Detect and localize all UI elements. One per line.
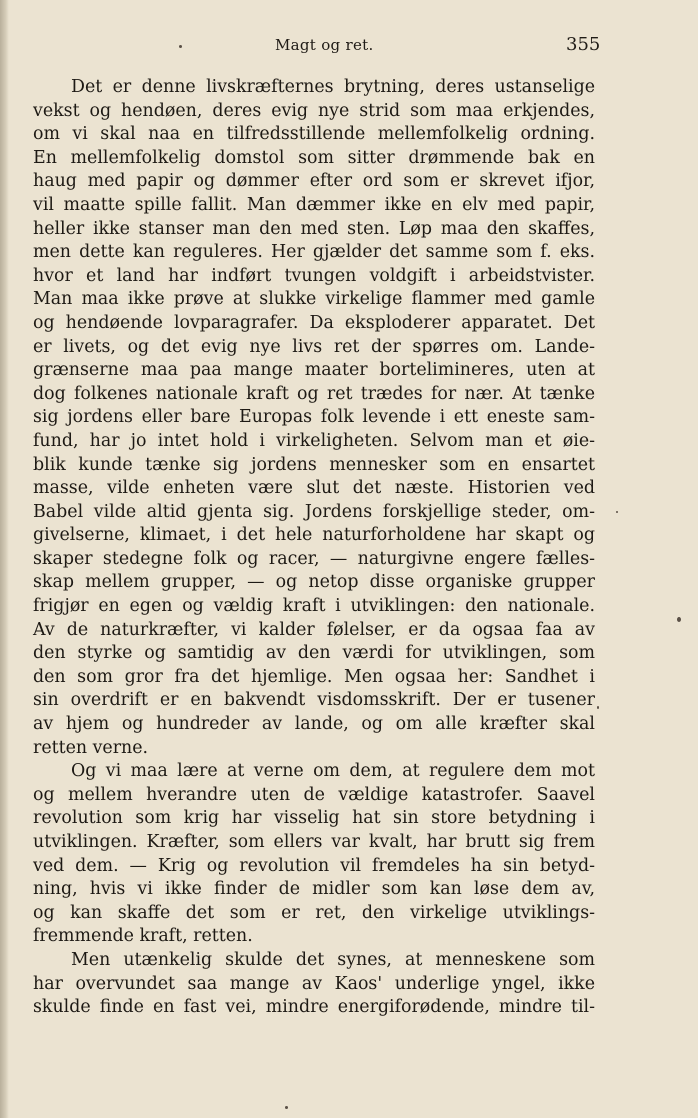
text-line: men dette kan reguleres. Her gjælder det samme som f. eks. <box>33 242 595 263</box>
text-line: vil maatte spille fallit. Man dæmmer ikke en elv med papir, <box>33 194 595 215</box>
page-header <box>0 36 698 60</box>
text-line: er livets, og det evig nye livs ret der spørres om. Lande- <box>33 336 595 357</box>
text-line: skulde finde en fast vei, mindre energiforødende, mindre til- <box>33 997 595 1018</box>
text-line: retten verne. <box>33 737 149 758</box>
text-line: vekst og hendøen, deres evig nye strid som maa erkjendes, <box>33 100 595 121</box>
text-line: av hjem og hundreder av lande, og om alle kræfter skal <box>33 714 595 735</box>
paper-speck <box>179 45 182 48</box>
text-line: fremmende kraft, retten. <box>33 926 253 947</box>
text-line: har overvundet saa mange av Kaos' underlige yngel, ikke <box>33 973 595 994</box>
paper-speck <box>677 617 681 622</box>
paper-speck <box>597 706 599 709</box>
text-line: dog folkenes nationale kraft og ret trædes for nær. At tænke <box>33 383 595 404</box>
text-line: sin overdrift er en bakvendt visdomsskrift. Der er tusener <box>33 690 595 711</box>
page-spine-shadow <box>0 0 9 1118</box>
text-line: sig jordens eller bare Europas folk levende i ett eneste sam- <box>33 407 595 428</box>
text-line: grænserne maa paa mange maater bortelimineres, uten at <box>33 360 595 381</box>
text-line: utviklingen. Kræfter, som ellers var kvalt, har brutt sig frem <box>33 832 595 852</box>
text-line: om vi skal naa en tilfredsstillende mellemfolkelig ordning. <box>33 124 595 145</box>
text-line: skaper stedegne folk og racer, — naturgivne engere fælles- <box>33 548 595 569</box>
text-line: den styrke og samtidig av den værdi for utviklingen, som <box>33 643 595 664</box>
text-line: Og vi maa lære at verne om dem, at regulere dem mot <box>71 761 595 782</box>
running-title: Magt og ret. <box>275 36 374 54</box>
text-line: Men utænkelig skulde det synes, at menneskene som <box>71 949 595 970</box>
text-line: heller ikke stanser man den med sten. Løp maa den skaffes, <box>33 218 595 239</box>
text-line: fund, har jo intet hold i virkeligheten. Selvom man et øie- <box>33 430 595 451</box>
text-line: ning, hvis vi ikke finder de midler som kan løse dem av, <box>33 879 595 900</box>
page-number: 355 <box>566 34 601 55</box>
text-line: og kan skaffe det som er ret, den virkelige utviklings- <box>33 902 595 923</box>
text-line: Man maa ikke prøve at slukke virkelige flammer med gamle <box>33 289 595 310</box>
text-line: givelserne, klimaet, i det hele naturforholdene har skapt og <box>33 525 595 546</box>
text-line: revolution som krig har visselig hat sin store betydning i <box>33 808 595 829</box>
body-text <box>33 76 595 1020</box>
text-line: masse, vilde enheten være slut det næste. Historien ved <box>33 478 595 499</box>
paper-speck <box>616 511 618 513</box>
text-line: haug med papir og dømmer efter ord som er skrevet ifjor, <box>33 171 595 192</box>
text-line: Babel vilde altid gjenta sig. Jordens forskjellige steder, om- <box>33 501 595 522</box>
text-line: og mellem hverandre uten de vældige katastrofer. Saavel <box>33 784 595 805</box>
text-line: og hendøende lovparagrafer. Da eksploderer apparatet. Det <box>33 312 595 333</box>
text-line: skap mellem grupper, — og netop disse organiske grupper <box>33 572 595 593</box>
text-line: hvor et land har indført tvungen voldgift i arbeidstvister. <box>33 265 595 286</box>
text-line: Av de naturkræfter, vi kalder følelser, er da ogsaa faa av <box>33 619 595 640</box>
text-line: den som gror fra det hjemlige. Men ogsaa her: Sandhet i <box>33 666 595 687</box>
text-line: Det er denne livskræfternes brytning, deres ustanselige <box>71 77 595 97</box>
text-line: ved dem. — Krig og revolution vil fremdeles ha sin betyd- <box>33 855 595 876</box>
paper-speck <box>285 1106 288 1109</box>
text-line: blik kunde tænke sig jordens mennesker som en ensartet <box>33 454 595 475</box>
text-line: En mellemfolkelig domstol som sitter drømmende bak en <box>33 147 595 168</box>
text-line: frigjør en egen og vældig kraft i utviklingen: den nationale. <box>33 596 595 617</box>
